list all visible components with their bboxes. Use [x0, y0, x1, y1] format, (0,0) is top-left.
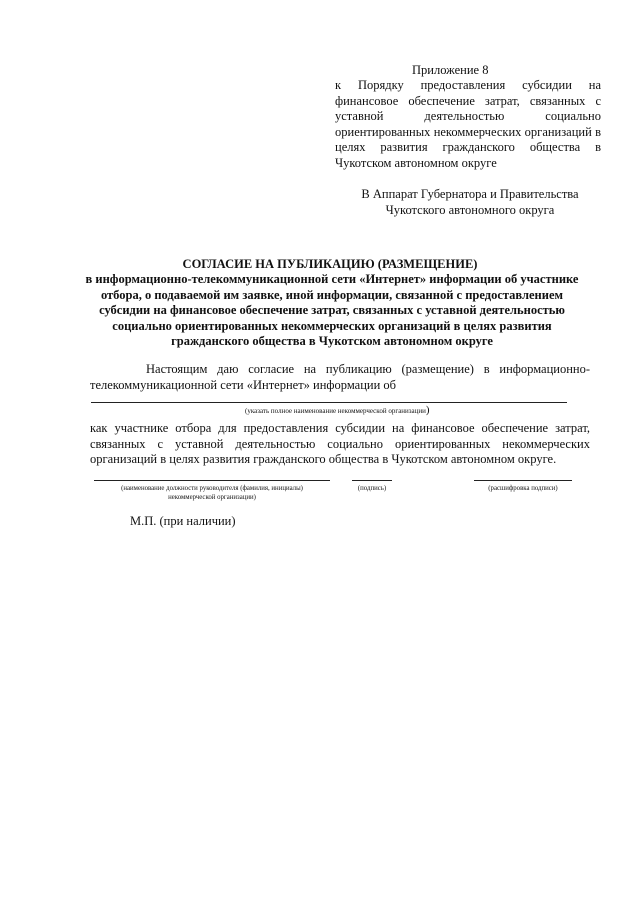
signature-line [352, 480, 392, 481]
addressee-line-1: В Аппарат Губернатора и Правительства [361, 187, 579, 201]
signature-decoding-caption: (расшифровка подписи) [488, 485, 558, 492]
signature-decoding-line [474, 480, 572, 481]
position-caption [94, 484, 330, 502]
organization-name-line [91, 402, 567, 403]
document-title: СОГЛАСИЕ НА ПУБЛИКАЦИЮ (РАЗМЕЩЕНИЕ) [182, 257, 478, 271]
position-caption-line-2: некоммерческой организации) [168, 494, 256, 501]
seal-note: М.П. (при наличии) [130, 514, 236, 528]
appendix-number: Приложение 8 [412, 63, 489, 77]
signature-caption: (подпись) [357, 485, 387, 492]
document-subtitle: в информационно-телекоммуникационной сети «Интернет» информации об участнике отбора, о подаваемой им заявке, иной информации, связанной с предоставлением субсидии на финансовое обеспечение затрат, связанных с уставной деятельностью социально ориентированных некоммерческих организаций в целях развития гражданского общества в Чукотском автономном округе [85, 272, 579, 348]
addressee-line-2: Чукотского автономного округа [385, 203, 555, 217]
consent-intro: Настоящим даю согласие на публикацию (размещение) в информационно-телекоммуникационной сети «Интернет» информации об [90, 362, 590, 392]
position-caption-line-1: (наименование должности руководителя (фамилия, инициалы) [121, 485, 303, 492]
organization-name-caption [245, 406, 430, 415]
consent-body: как участнике отбора для предоставления субсидии на финансовое обеспечение затрат, связанных с уставной деятельностью социально ориентированных некоммерческих организаций в целях развития гражданского общества в Чукотском автономном округе. [90, 421, 590, 466]
position-line [94, 480, 330, 481]
appendix-reference: к Порядку предоставления субсидии на финансовое обеспечение затрат, связанных с уставной деятельностью социально ориентированных некоммерческих организаций в целях развития гражданского общества в Чукотском автономном округе [335, 78, 601, 170]
organization-caption-paren: ) [425, 404, 430, 416]
organization-caption-text: (указать полное наименование некоммерческой организации [245, 407, 426, 415]
addressee-block [320, 186, 620, 218]
